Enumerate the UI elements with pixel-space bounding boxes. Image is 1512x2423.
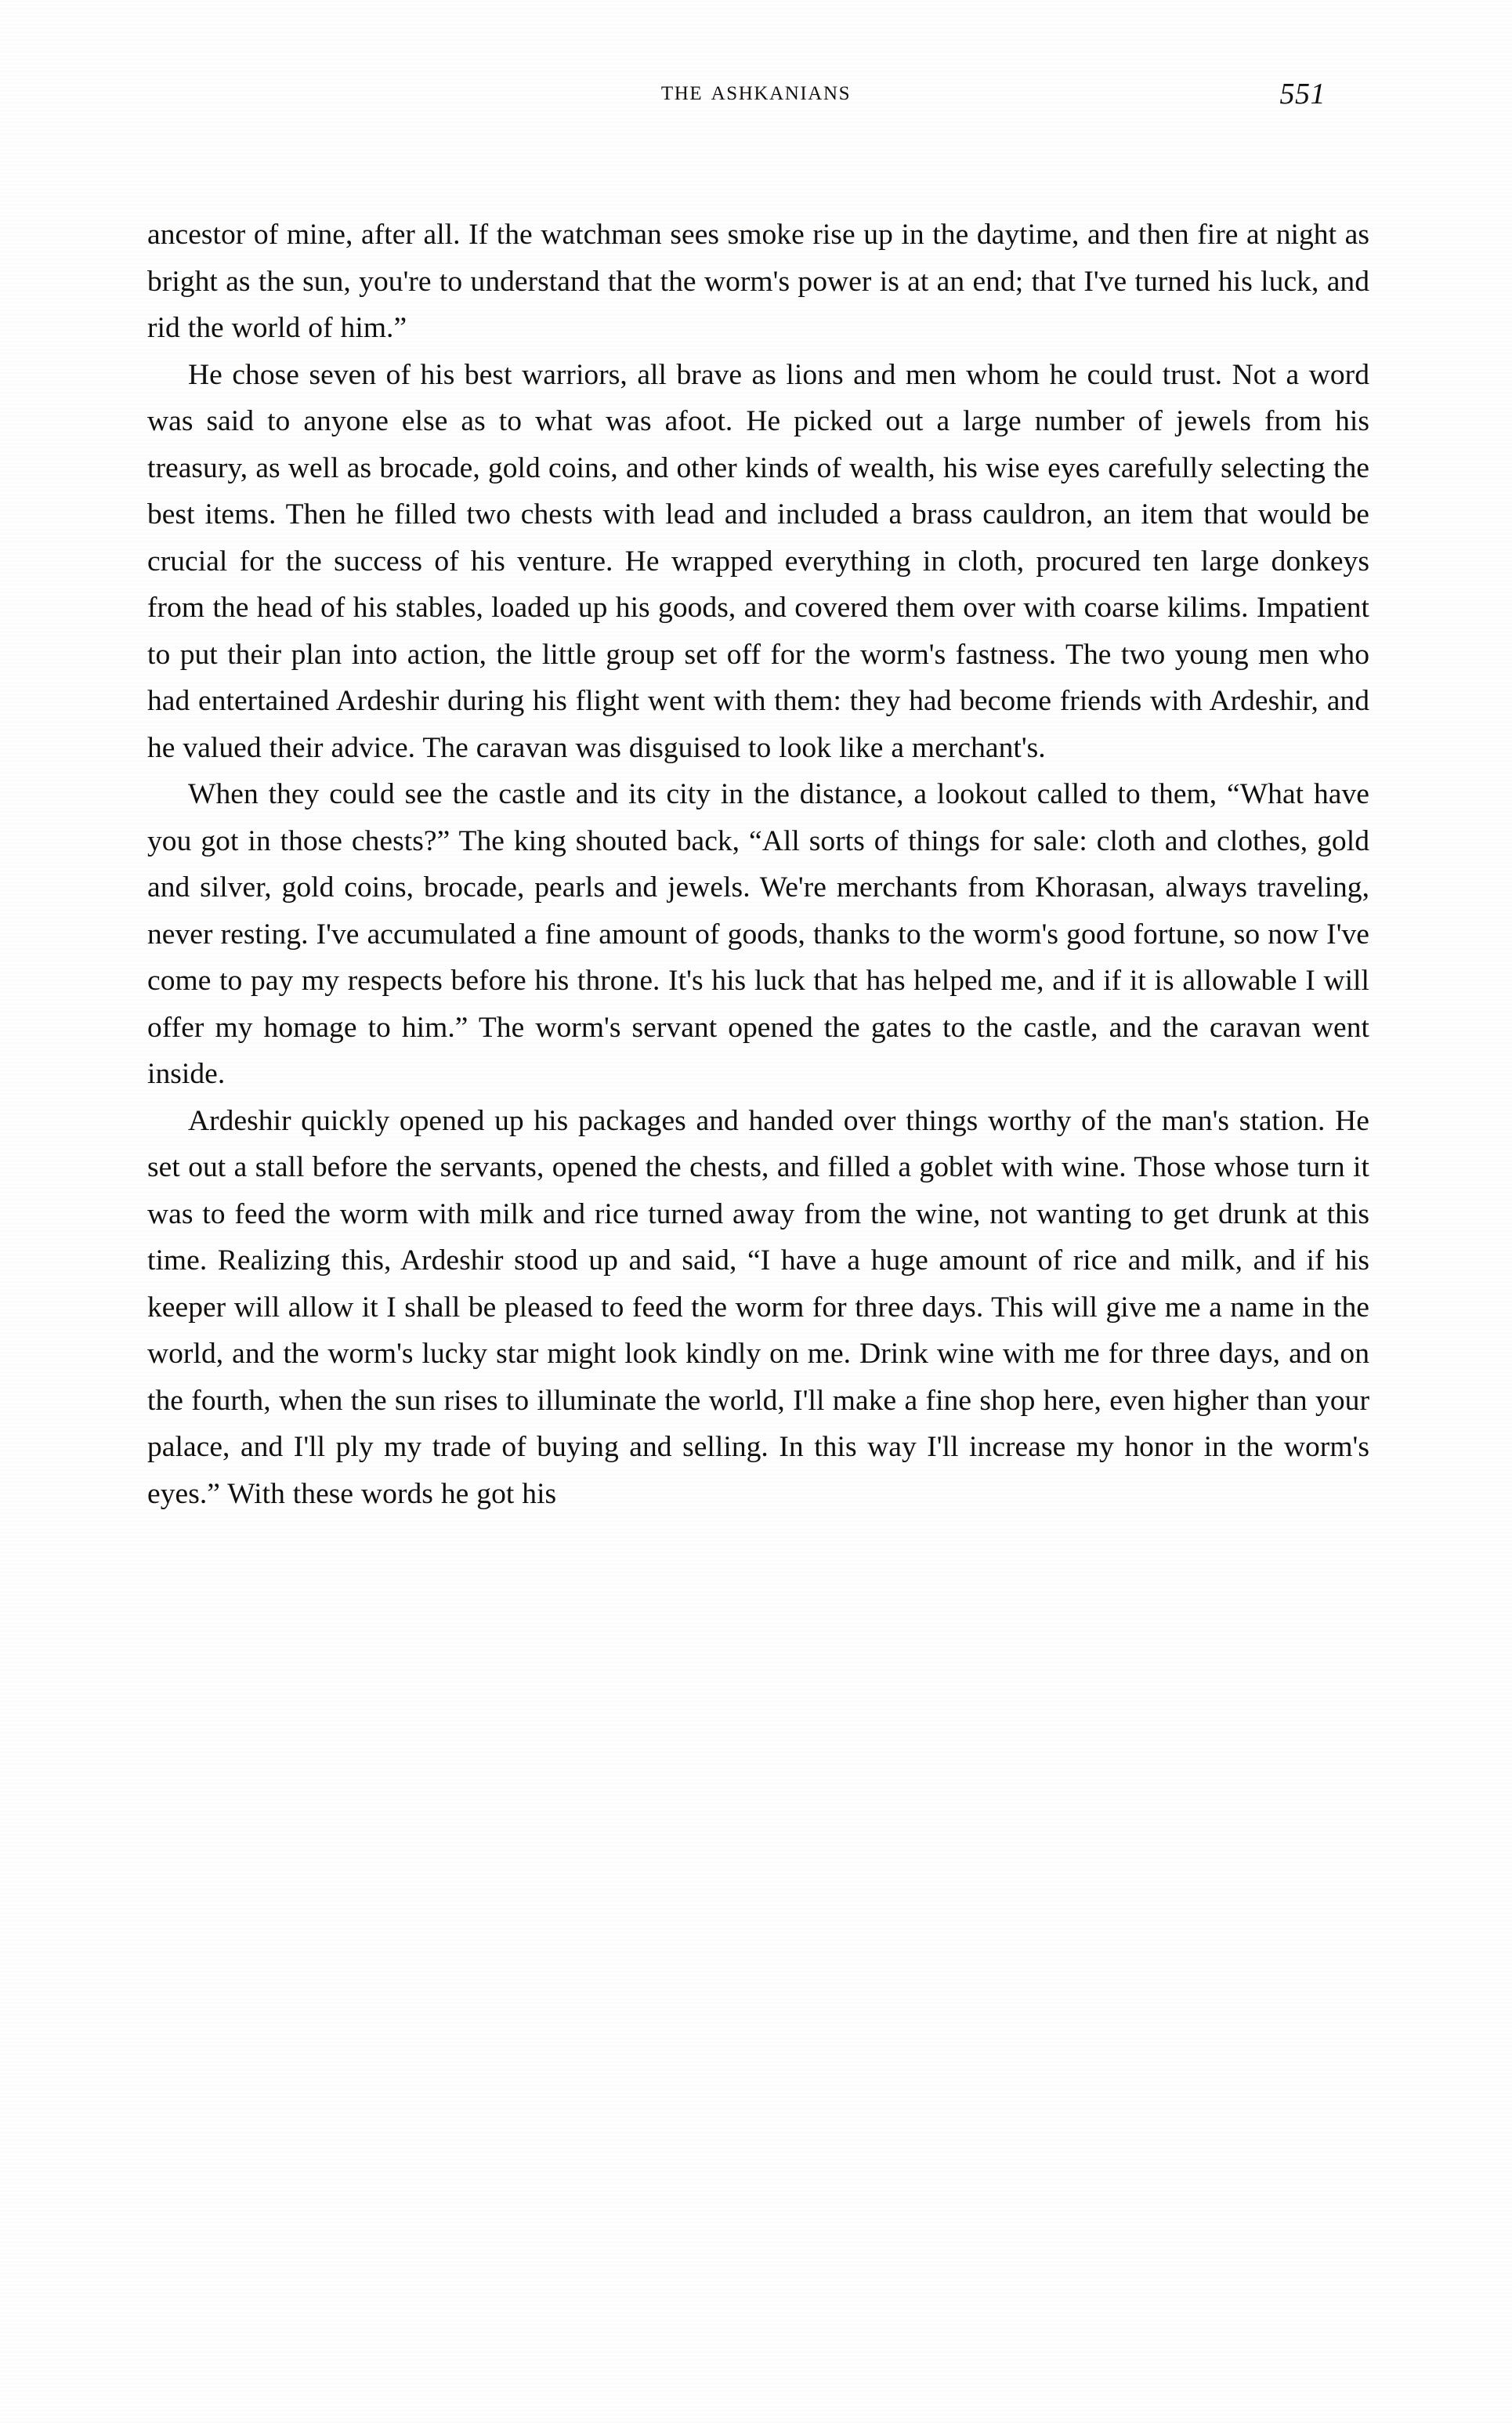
paragraph: When they could see the castle and its city in the distance, a lookout called to them, “What have you got in those chests?” The king shouted back, “All sorts of things for sale: cloth and clothes, gold and silver, gold coins, brocade, pearls and jewels. We're merchants from Khorasan, always traveling, never resting. I've accumulated a fine amount of goods, thanks to the worm's good fortune, so now I've come to pay my respects before his throne. It's his luck that has helped me, and if it is allowable I will offer my homage to him.” The worm's servant opened the gates to the castle, and the caravan went inside. — [147, 778, 1369, 1090]
body-text-block — [147, 212, 1369, 1517]
page-number: 551 — [1279, 78, 1326, 110]
running-head-title: the ashkanians — [660, 75, 852, 106]
paragraph: ancestor of mine, after all. If the watchman sees smoke rise up in the daytime, and then fire at night as bright as the sun, you're to understand that the worm's power is at an end; that I've turned his luck, and rid the world of him.” — [147, 219, 1369, 344]
paragraph: Ardeshir quickly opened up his packages and handed over things worthy of the man's station. He set out a stall before the servants, opened the chests, and filled a goblet with wine. Those whose turn it was to feed the worm with milk and rice turned away from the wine, not wanting to get drunk at this time. Realizing this, Ardeshir stood up and said, “I have a huge amount of rice and milk, and if his keeper will allow it I shall be pleased to feed the worm for three days. This will give me a name in the world, and the worm's lucky star might look kindly on me. Drink wine with me for three days, and on the fourth, when the sun rises to illuminate the world, I'll make a fine shop here, even higher than your palace, and I'll ply my trade of buying and selling. In this way I'll increase my honor in the worm's eyes.” With these words he got his — [147, 1104, 1369, 1510]
paragraph: He chose seven of his best warriors, all brave as lions and men whom he could trust. Not a word was said to anyone else as to what was afoot. He picked out a large number of jewels from his treasury, as well as brocade, gold coins, and other kinds of wealth, his wise eyes carefully selecting the best items. Then he filled two chests with lead and included a brass cauldron, an item that would be crucial for the success of his venture. He wrapped everything in cloth, procured ten large donkeys from the head of his stables, loaded up his goods, and covered them over with coarse kilims. Impatient to put their plan into action, the little group set off for the worm's fastness. The two young men who had entertained Ardeshir during his flight went with them: they had become friends with Ardeshir, and he valued their advice. The caravan was disguised to look like a merchant's. — [147, 358, 1369, 764]
running-head — [149, 75, 1363, 122]
